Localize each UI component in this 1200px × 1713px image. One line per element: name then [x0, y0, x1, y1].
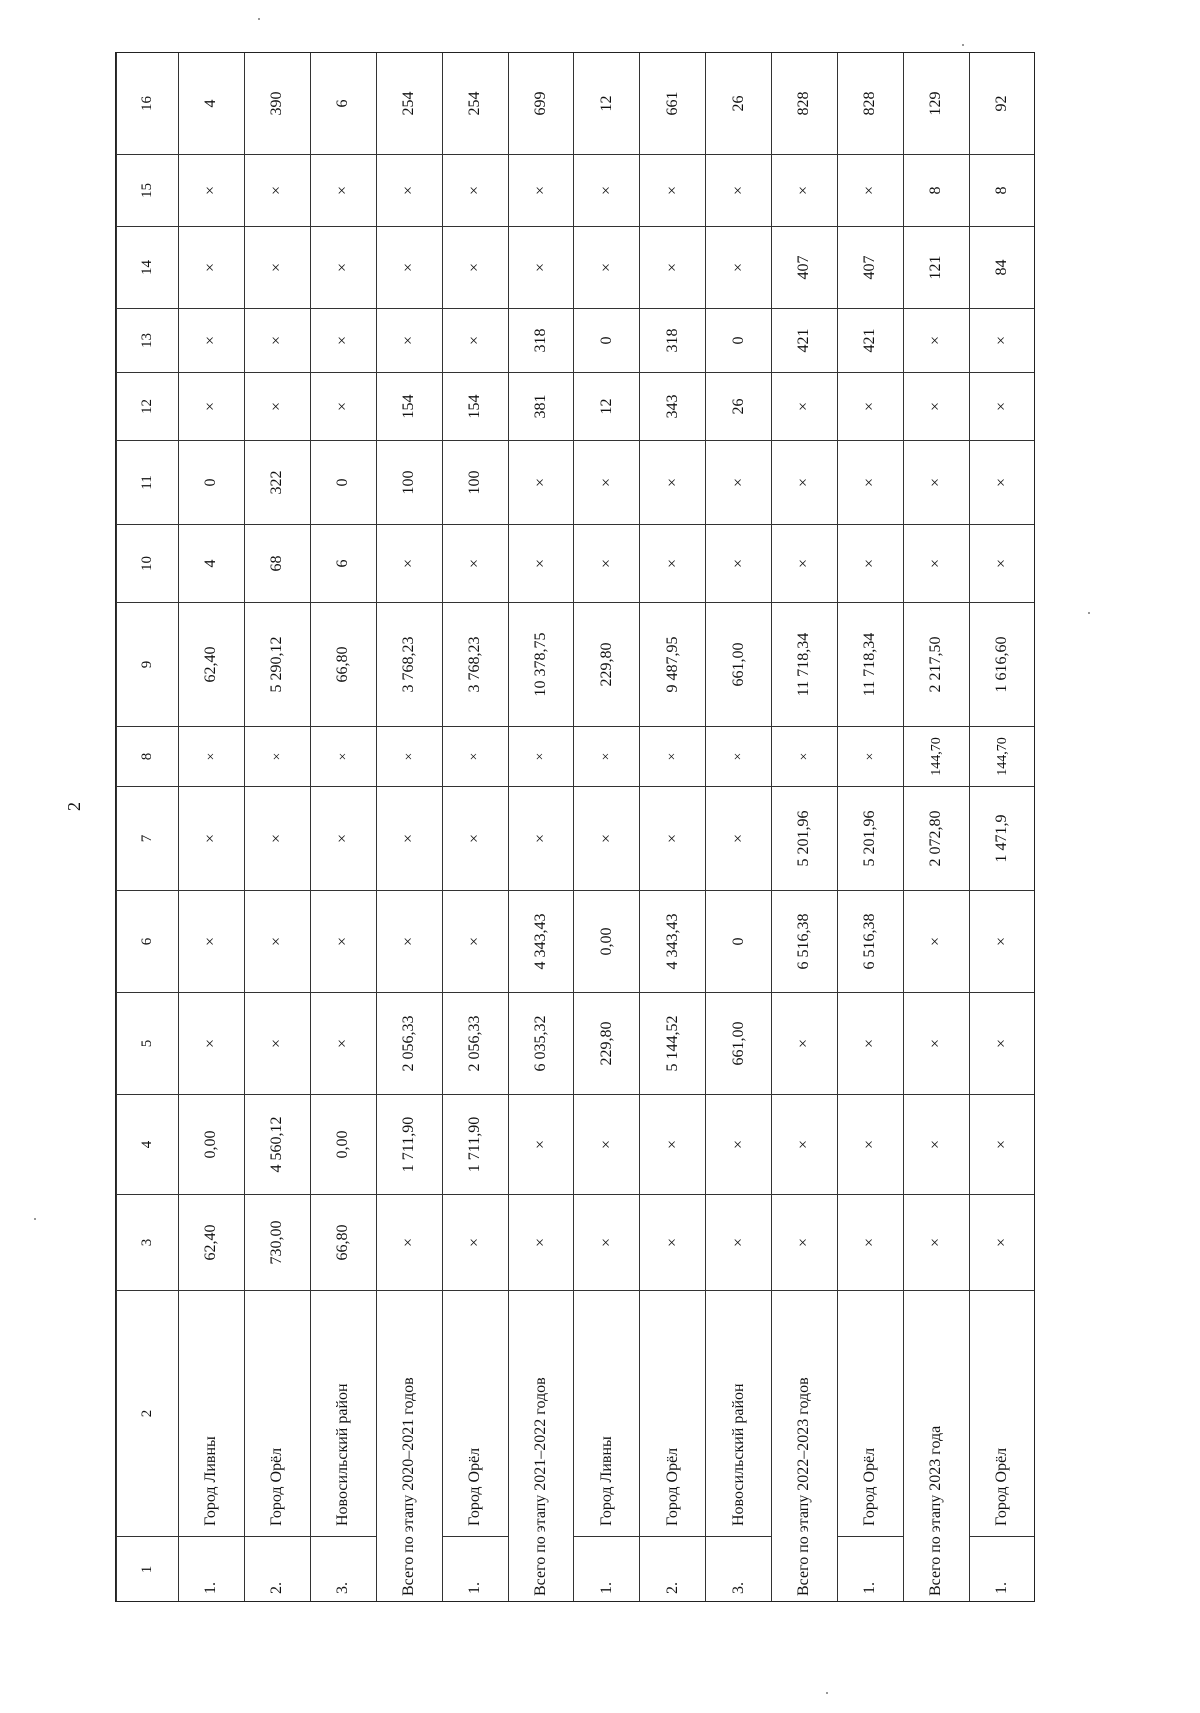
cell-c5: 6 035,32	[508, 993, 574, 1095]
cell-c7: ×	[706, 787, 772, 891]
cell-c8: ×	[772, 727, 838, 787]
cell-c15: 8	[969, 155, 1035, 227]
cell-c3: 62,40	[179, 1195, 245, 1291]
cell-c10: ×	[640, 525, 706, 603]
cell-c15: ×	[442, 155, 508, 227]
cell-c5: 5 144,52	[640, 993, 706, 1095]
header-cell-15: 15	[117, 155, 179, 227]
header-cell-6: 6	[117, 891, 179, 993]
cell-c4: ×	[838, 1095, 904, 1195]
cell-c5: ×	[969, 993, 1035, 1095]
data-table	[116, 52, 1035, 1602]
cell-c3: ×	[574, 1195, 640, 1291]
cell-c12: 343	[640, 373, 706, 441]
total-label: Всего по этапу 2023 года	[904, 1291, 970, 1603]
row-number: 2.	[640, 1537, 706, 1603]
cell-c10: 6	[310, 525, 376, 603]
cell-c5: 229,80	[574, 993, 640, 1095]
cell-c4: ×	[574, 1095, 640, 1195]
municipality-name: Новосильский район	[706, 1291, 772, 1537]
cell-c3: ×	[442, 1195, 508, 1291]
cell-c4: ×	[640, 1095, 706, 1195]
cell-c15: ×	[640, 155, 706, 227]
cell-c7: 1 471,9	[969, 787, 1035, 891]
cell-c9: 2 217,50	[904, 603, 970, 727]
cell-c5: ×	[838, 993, 904, 1095]
cell-c16: 12	[574, 53, 640, 155]
cell-c9: 11 718,34	[772, 603, 838, 727]
cell-c5: ×	[772, 993, 838, 1095]
cell-c6: 6 516,38	[772, 891, 838, 993]
cell-c8: ×	[508, 727, 574, 787]
cell-c5: 661,00	[706, 993, 772, 1095]
cell-c7: ×	[244, 787, 310, 891]
cell-c11: ×	[904, 441, 970, 525]
cell-c7: 2 072,80	[904, 787, 970, 891]
total-row	[376, 53, 442, 1603]
cell-c12: ×	[179, 373, 245, 441]
cell-c8: 144,70	[904, 727, 970, 787]
cell-c16: 26	[706, 53, 772, 155]
cell-c4: ×	[508, 1095, 574, 1195]
cell-c8: 144,70	[969, 727, 1035, 787]
cell-c9: 10 378,75	[508, 603, 574, 727]
municipality-name: Город Орёл	[442, 1291, 508, 1537]
cell-c14: ×	[508, 227, 574, 309]
cell-c11: 0	[179, 441, 245, 525]
header-row	[117, 53, 179, 1603]
cell-c16: 699	[508, 53, 574, 155]
cell-c13: ×	[244, 309, 310, 373]
cell-c16: 92	[969, 53, 1035, 155]
header-cell-16: 16	[117, 53, 179, 155]
cell-c15: ×	[179, 155, 245, 227]
cell-c4: 1 711,90	[442, 1095, 508, 1195]
cell-c7: ×	[179, 787, 245, 891]
municipality-name: Город Орёл	[640, 1291, 706, 1537]
cell-c15: ×	[376, 155, 442, 227]
cell-c10: ×	[706, 525, 772, 603]
table-row	[706, 53, 772, 1603]
cell-c3: ×	[969, 1195, 1035, 1291]
cell-c5: ×	[904, 993, 970, 1095]
cell-c3: ×	[838, 1195, 904, 1291]
cell-c15: ×	[244, 155, 310, 227]
cell-c7: ×	[376, 787, 442, 891]
cell-c15: ×	[706, 155, 772, 227]
cell-c6: 4 343,43	[508, 891, 574, 993]
cell-c16: 661	[640, 53, 706, 155]
cell-c10: 68	[244, 525, 310, 603]
table-row	[310, 53, 376, 1603]
cell-c11: ×	[640, 441, 706, 525]
cell-c7: ×	[442, 787, 508, 891]
cell-c5: 2 056,33	[442, 993, 508, 1095]
header-cell-12: 12	[117, 373, 179, 441]
scan-speck	[962, 44, 964, 46]
cell-c12: ×	[838, 373, 904, 441]
cell-c5: ×	[179, 993, 245, 1095]
cell-c4: 0,00	[179, 1095, 245, 1195]
cell-c7: ×	[574, 787, 640, 891]
cell-c6: 0,00	[574, 891, 640, 993]
cell-c9: 1 616,60	[969, 603, 1035, 727]
cell-c3: ×	[706, 1195, 772, 1291]
table-row	[244, 53, 310, 1603]
cell-c16: 254	[442, 53, 508, 155]
data-table-container	[115, 52, 1035, 1602]
cell-c14: ×	[640, 227, 706, 309]
cell-c4: ×	[969, 1095, 1035, 1195]
cell-c12: ×	[969, 373, 1035, 441]
cell-c14: ×	[310, 227, 376, 309]
cell-c11: ×	[508, 441, 574, 525]
cell-c12: 381	[508, 373, 574, 441]
cell-c15: ×	[508, 155, 574, 227]
cell-c3: ×	[376, 1195, 442, 1291]
total-label: Всего по этапу 2022–2023 годов	[772, 1291, 838, 1603]
row-number: 1.	[574, 1537, 640, 1603]
row-number: 1.	[969, 1537, 1035, 1603]
cell-c15: ×	[772, 155, 838, 227]
cell-c16: 4	[179, 53, 245, 155]
cell-c5: ×	[310, 993, 376, 1095]
header-cell-10: 10	[117, 525, 179, 603]
table-row	[838, 53, 904, 1603]
cell-c13: 0	[706, 309, 772, 373]
cell-c14: ×	[376, 227, 442, 309]
cell-c15: ×	[310, 155, 376, 227]
row-number: 1.	[179, 1537, 245, 1603]
cell-c13: ×	[179, 309, 245, 373]
cell-c6: ×	[376, 891, 442, 993]
cell-c13: 318	[640, 309, 706, 373]
cell-c8: ×	[310, 727, 376, 787]
cell-c13: ×	[904, 309, 970, 373]
scan-speck	[34, 1218, 36, 1220]
cell-c4: ×	[772, 1095, 838, 1195]
cell-c9: 9 487,95	[640, 603, 706, 727]
header-cell-1: 1	[117, 1537, 179, 1603]
header-cell-5: 5	[117, 993, 179, 1095]
cell-c14: 407	[772, 227, 838, 309]
municipality-name: Город Орёл	[838, 1291, 904, 1537]
row-number: 3.	[310, 1537, 376, 1603]
cell-c4: 1 711,90	[376, 1095, 442, 1195]
row-number: 2.	[244, 1537, 310, 1603]
cell-c6: 4 343,43	[640, 891, 706, 993]
cell-c9: 5 290,12	[244, 603, 310, 727]
cell-c9: 661,00	[706, 603, 772, 727]
cell-c9: 229,80	[574, 603, 640, 727]
cell-c13: ×	[310, 309, 376, 373]
cell-c16: 6	[310, 53, 376, 155]
total-label: Всего по этапу 2020–2021 годов	[376, 1291, 442, 1603]
cell-c16: 254	[376, 53, 442, 155]
cell-c12: ×	[310, 373, 376, 441]
cell-c11: ×	[772, 441, 838, 525]
cell-c14: ×	[179, 227, 245, 309]
row-number: 3.	[706, 1537, 772, 1603]
cell-c10: 4	[179, 525, 245, 603]
cell-c5: 2 056,33	[376, 993, 442, 1095]
page-number: 2	[64, 802, 84, 811]
cell-c10: ×	[904, 525, 970, 603]
cell-c6: ×	[244, 891, 310, 993]
cell-c10: ×	[838, 525, 904, 603]
cell-c13: 421	[838, 309, 904, 373]
cell-c6: ×	[904, 891, 970, 993]
cell-c10: ×	[772, 525, 838, 603]
cell-c9: 3 768,23	[376, 603, 442, 727]
cell-c13: 0	[574, 309, 640, 373]
cell-c16: 828	[772, 53, 838, 155]
municipality-name: Город Ливны	[574, 1291, 640, 1537]
cell-c14: ×	[706, 227, 772, 309]
cell-c13: ×	[376, 309, 442, 373]
cell-c16: 828	[838, 53, 904, 155]
cell-c6: 0	[706, 891, 772, 993]
cell-c9: 3 768,23	[442, 603, 508, 727]
municipality-name: Город Ливны	[179, 1291, 245, 1537]
table-row	[574, 53, 640, 1603]
cell-c7: ×	[508, 787, 574, 891]
cell-c11: 100	[376, 441, 442, 525]
cell-c8: ×	[574, 727, 640, 787]
cell-c11: ×	[838, 441, 904, 525]
cell-c6: 6 516,38	[838, 891, 904, 993]
cell-c3: ×	[640, 1195, 706, 1291]
cell-c14: 84	[969, 227, 1035, 309]
cell-c15: ×	[574, 155, 640, 227]
cell-c4: 4 560,12	[244, 1095, 310, 1195]
header-cell-8: 8	[117, 727, 179, 787]
cell-c12: 154	[442, 373, 508, 441]
header-cell-14: 14	[117, 227, 179, 309]
header-cell-9: 9	[117, 603, 179, 727]
cell-c9: 11 718,34	[838, 603, 904, 727]
cell-c14: ×	[574, 227, 640, 309]
cell-c9: 66,80	[310, 603, 376, 727]
cell-c4: 0,00	[310, 1095, 376, 1195]
cell-c8: ×	[706, 727, 772, 787]
cell-c3: 730,00	[244, 1195, 310, 1291]
total-row	[904, 53, 970, 1603]
municipality-name: Город Орёл	[244, 1291, 310, 1537]
row-number: 1.	[838, 1537, 904, 1603]
cell-c6: ×	[442, 891, 508, 993]
table-row	[179, 53, 245, 1603]
cell-c13: 318	[508, 309, 574, 373]
total-label: Всего по этапу 2021–2022 годов	[508, 1291, 574, 1603]
municipality-name: Город Орёл	[969, 1291, 1035, 1537]
table-row	[442, 53, 508, 1603]
cell-c8: ×	[179, 727, 245, 787]
cell-c15: ×	[838, 155, 904, 227]
cell-c6: ×	[969, 891, 1035, 993]
total-row	[772, 53, 838, 1603]
header-cell-13: 13	[117, 309, 179, 373]
cell-c8: ×	[838, 727, 904, 787]
cell-c8: ×	[640, 727, 706, 787]
header-cell-2: 2	[117, 1291, 179, 1537]
header-cell-7: 7	[117, 787, 179, 891]
cell-c10: ×	[442, 525, 508, 603]
cell-c12: ×	[904, 373, 970, 441]
cell-c9: 62,40	[179, 603, 245, 727]
cell-c4: ×	[904, 1095, 970, 1195]
cell-c12: 12	[574, 373, 640, 441]
cell-c8: ×	[376, 727, 442, 787]
cell-c14: 407	[838, 227, 904, 309]
scan-speck	[1088, 612, 1090, 614]
cell-c14: 121	[904, 227, 970, 309]
cell-c11: 0	[310, 441, 376, 525]
cell-c13: ×	[969, 309, 1035, 373]
cell-c14: ×	[244, 227, 310, 309]
cell-c12: 154	[376, 373, 442, 441]
cell-c11: ×	[706, 441, 772, 525]
cell-c13: ×	[442, 309, 508, 373]
cell-c11: ×	[574, 441, 640, 525]
table-row	[969, 53, 1035, 1603]
cell-c12: ×	[772, 373, 838, 441]
row-number: 1.	[442, 1537, 508, 1603]
cell-c7: 5 201,96	[838, 787, 904, 891]
cell-c11: 100	[442, 441, 508, 525]
cell-c7: ×	[310, 787, 376, 891]
municipality-name: Новосильский район	[310, 1291, 376, 1537]
cell-c8: ×	[442, 727, 508, 787]
cell-c10: ×	[508, 525, 574, 603]
cell-c13: 421	[772, 309, 838, 373]
total-row	[508, 53, 574, 1603]
cell-c12: 26	[706, 373, 772, 441]
cell-c3: 66,80	[310, 1195, 376, 1291]
cell-c7: ×	[640, 787, 706, 891]
cell-c5: ×	[244, 993, 310, 1095]
cell-c8: ×	[244, 727, 310, 787]
cell-c15: 8	[904, 155, 970, 227]
cell-c4: ×	[706, 1095, 772, 1195]
cell-c11: ×	[969, 441, 1035, 525]
scan-speck	[826, 1692, 828, 1694]
header-cell-4: 4	[117, 1095, 179, 1195]
scan-speck	[258, 18, 260, 20]
cell-c6: ×	[310, 891, 376, 993]
cell-c12: ×	[244, 373, 310, 441]
cell-c6: ×	[179, 891, 245, 993]
cell-c3: ×	[904, 1195, 970, 1291]
cell-c14: ×	[442, 227, 508, 309]
cell-c10: ×	[376, 525, 442, 603]
cell-c7: 5 201,96	[772, 787, 838, 891]
header-cell-11: 11	[117, 441, 179, 525]
table-row	[640, 53, 706, 1603]
cell-c16: 390	[244, 53, 310, 155]
cell-c10: ×	[969, 525, 1035, 603]
header-cell-3: 3	[117, 1195, 179, 1291]
cell-c3: ×	[772, 1195, 838, 1291]
cell-c3: ×	[508, 1195, 574, 1291]
cell-c16: 129	[904, 53, 970, 155]
cell-c11: 322	[244, 441, 310, 525]
cell-c10: ×	[574, 525, 640, 603]
